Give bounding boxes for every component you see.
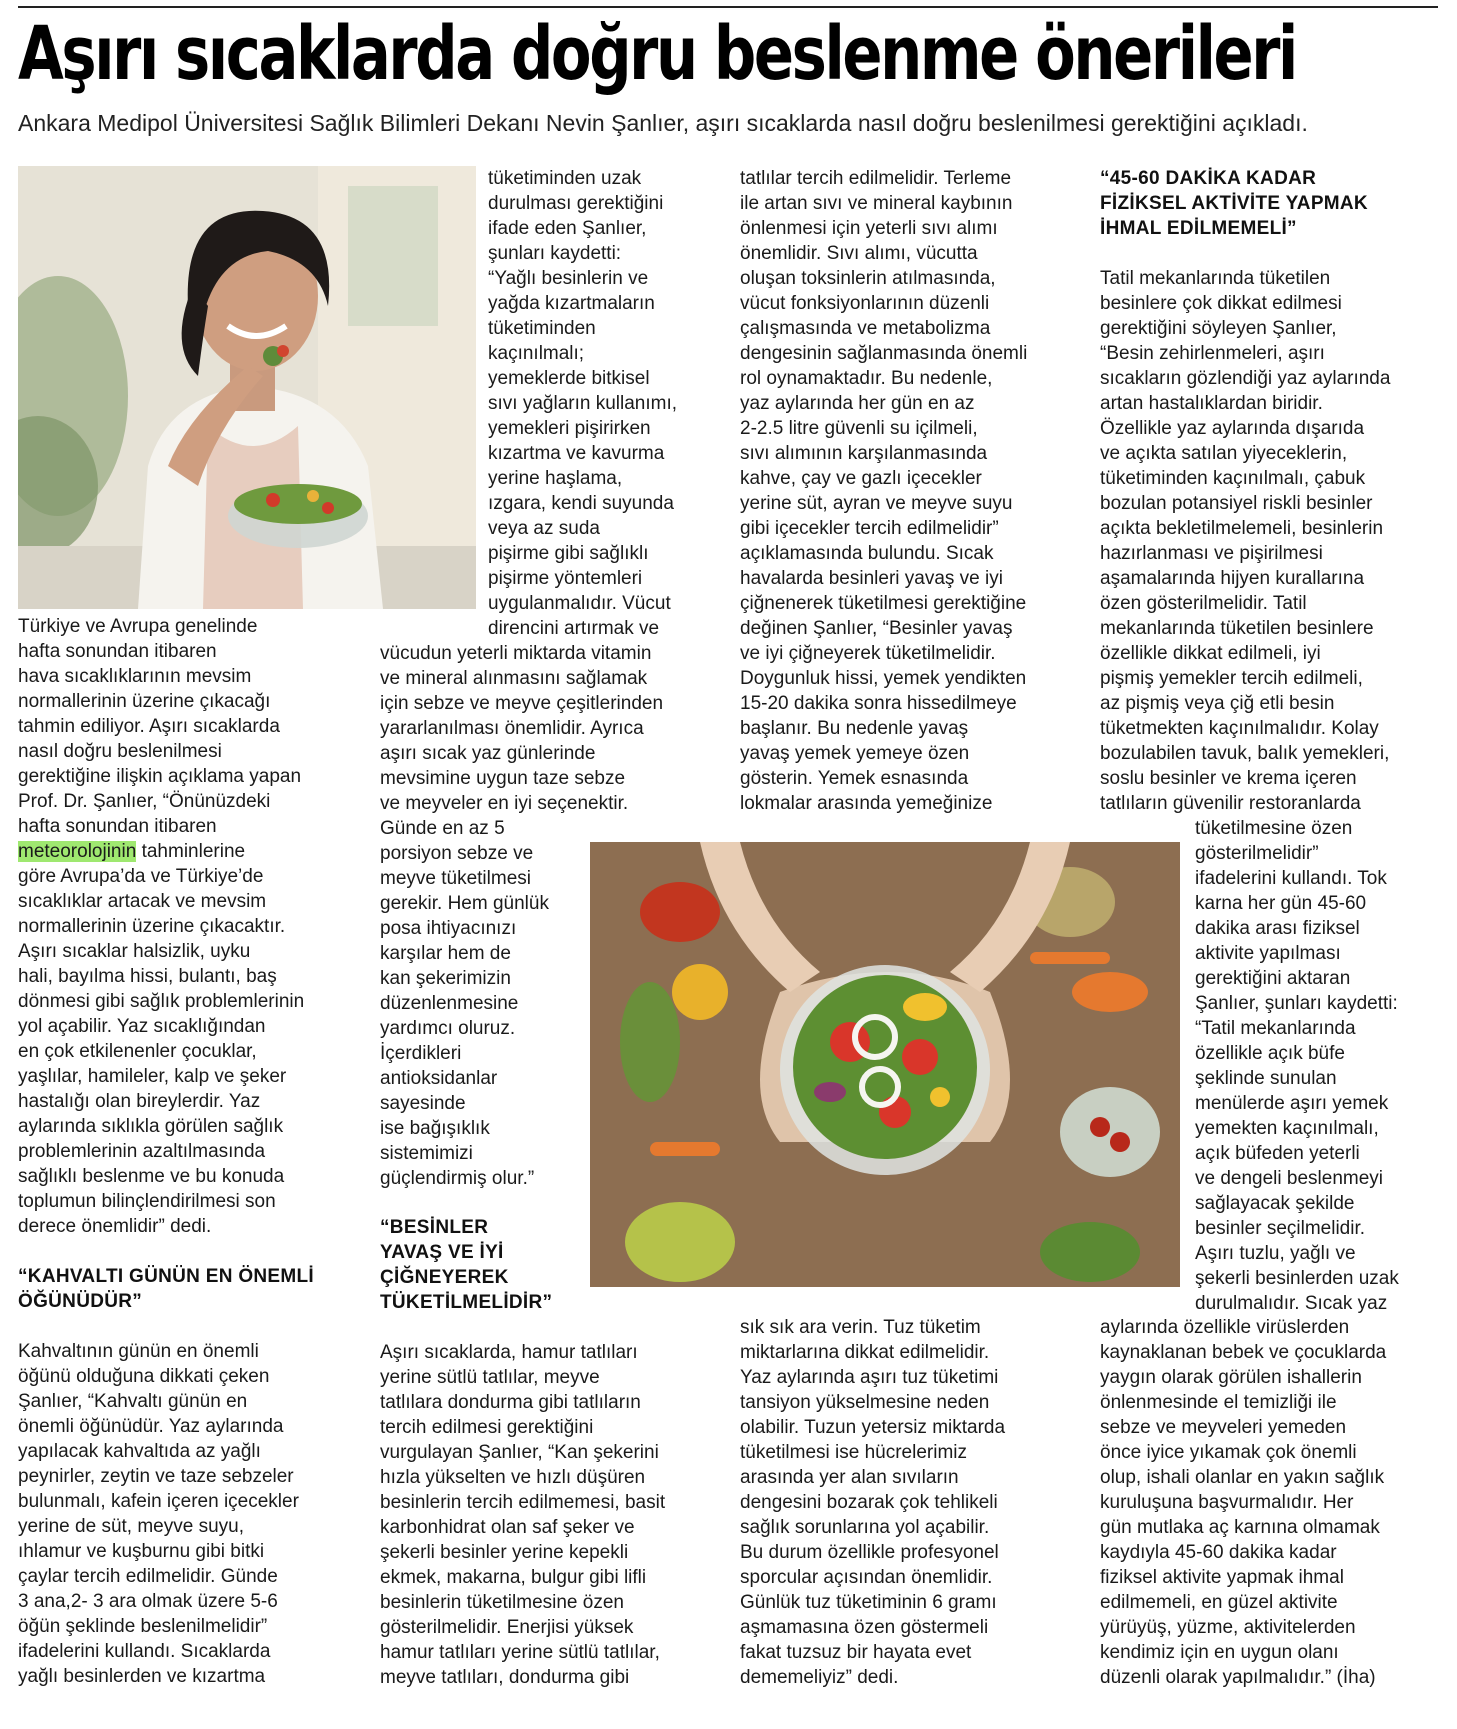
woman-eating-salad-photo xyxy=(18,166,476,609)
subheading-activity: “45-60 DAKİKA KADAR FİZİKSEL AKTİVİTE YAPMAK İHMAL EDİLMEMELİ” xyxy=(1100,168,1368,239)
subheading-breakfast: “KAHVALTI GÜNÜN EN ÖNEMLİ ÖĞÜNÜDÜR” xyxy=(18,1266,315,1312)
subheading-chewing: “BESİNLER YAVAŞ VE İYİ ÇİĞNEYEREK TÜKETİLMELİDİR” xyxy=(380,1217,553,1313)
column-3-bottom xyxy=(740,1315,1085,1690)
article-headline: Aşırı sıcaklarda doğru beslenme önerileri xyxy=(18,11,1296,97)
column-2-mid xyxy=(380,641,725,816)
col1-paragraph-1: Türkiye ve Avrupa genelinde hafta sonundan itibaren hava sıcaklıklarının mevsim normallerinin üzerine çıkacağı tahmin ediliyor. Aşırı sıcaklarda nasıl doğru beslenilmesi gerektiğine ilişkin açıklama yapan Prof. Dr. Şanlıer, “Önünüzdeki hafta sonundan itibaren meteorolojinin tahminlerine göre Avrupa’da ve Türkiye’de sıcaklıklar artacak ve mevsim normallerinin üzerine çıkacaktır. Aşırı sıcaklar halsizlik, uyku hali, bayılma hissi, bulantı, baş dönmesi gibi sağlık problemlerinin yol açabilir. Yaz sıcaklığından en çok etkilenenler çocuklar, yaşlılar, hamileler, kalp ve şeker hastalığı olan bireylerdir. Yaz aylarında sıklıkla görülen sağlık problemlerinin azaltılmasında sağlıklı beslenme ve bu konuda toplumun bilinçlendirilmesi son derece önemlidir” dedi. xyxy=(18,616,305,1237)
col1-paragraph-2: Kahvaltının günün en önemli öğünü olduğuna dikkati çeken Şanlıer, “Kahvaltı günün en önemli öğünüdür. Yaz aylarında yapılacak kahvaltıda az yağlı peynirler, zeytin ve taze sebzeler bulunmalı, kafein içeren içecekler yerine de süt, meyve suyu, ıhlamur ve kuşburnu gibi bitki çaylar tercih edilmelidir. Günde 3 ana,2- 3 ara olmak üzere 5-6 öğün şeklinde beslenilmelidir” ifadelerini kullandı. Sıcaklarda yağlı besinlerden ve kızartma xyxy=(18,1341,299,1687)
column-4-bottom xyxy=(1100,1315,1445,1690)
col2-top-text: tüketiminden uzak durulması gerektiğini ifade eden Şanlıer, şunları kaydetti: “Yağlı besinlerin ve yağda kızartmaların tüketiminden kaçınılmalı; yemeklerde bitkisel sıvı yağların kullanımı, yemekleri pişirirken kızartma ve kavurma yerine haşlama, ızgara, kendi suyunda veya az suda pişirme gibi sağlıklı pişirme yöntemleri uygulanmalıdır. Vücut direncini artırmak ve xyxy=(488,168,678,639)
column-2-narrow xyxy=(380,816,585,1191)
column-2-bottom xyxy=(380,1215,725,1690)
column-3-top xyxy=(740,166,1085,816)
column-4-top xyxy=(1100,166,1445,816)
article-deck: Ankara Medipol Üniversitesi Sağlık Bilimleri Dekanı Nevin Şanlıer, aşırı sıcaklarda nasıl doğru beslenilmesi gerektiğini açıkladı. xyxy=(18,110,1308,136)
col2-narrow-text: Günde en az 5 porsiyon sebze ve meyve tüketilmesi gerekir. Hem günlük posa ihtiyacınızı karşılar hem de kan şekerimizin düzenlenmesine yardımcı oluruz. İçerdikleri antioksidanlar sayesinde ise bağışıklık sistemimizi güçlendirmiş olur.” xyxy=(380,818,549,1189)
col4-narrow-text: tüketilmesine özen gösterilmelidir” ifadelerini kullandı. Tok karna her gün 45-60 dakika arası fiziksel aktivite yapılması gerektiğini aktaran Şanlıer, şunları kaydetti: “Tatil mekanlarında özellikle açık büfe şeklinde sunulan menülerde aşırı yemek yemekten kaçınılmalı, açık büfeden yeterli ve dengeli beslenmeyi sağlayacak şekilde besinler seçilmelidir. Aşırı tuzlu, yağlı ve şekerli besinlerden uzak durulmalıdır. Sıcak yaz xyxy=(1195,818,1399,1314)
column-4-narrow xyxy=(1195,816,1445,1316)
col2-bottom-text: Aşırı sıcaklarda, hamur tatlıları yerine sütlü tatlılar, meyve tatlılara dondurma gibi tatlıların tercih edilmesi gerektiğini vurgulayan Şanlıer, “Kan şekerini hızla yükselten ve hızlı düşüren besinlerin tercih edilmemesi, basit karbonhidrat olan saf şeker ve şekerli besinler yerine kepekli ekmek, makarna, bulgur gibi lifli besinlerin tüketilmesine özen gösterilmelidir. Enerjisi yüksek hamur tatlıları yerine sütlü tatlılar, meyve tatlıları, dondurma gibi xyxy=(380,1342,666,1688)
top-rule xyxy=(18,6,1438,8)
column-1 xyxy=(18,614,363,1689)
col4-top-text: Tatil mekanlarında tüketilen besinlere çok dikkat edilmesi gerektiğini söyleyen Şanlıer, “Besin zehirlenmeleri, aşırı sıcakların gözlendiği yaz aylarında artan hastalıklardan biridir. Özellikle yaz aylarında dışarıda ve açıkta satılan yiyeceklerin, tüketiminden kaçınılmalı, çabuk bozulan potansiyel riskli besinler açıkta bekletilmelemeli, besinlerin hazırlanması ve pişirilmesi aşamalarında hijyen kurallarına özen gösterilmelidir. Tatil mekanlarında tüketilen besinlere özellikle dikkat edilmeli, iyi pişmiş yemekler tercih edilmeli, az pişmiş veya çiğ etli besin tüketmekten kaçınılmalıdır. Kolay bozulabilen tavuk, balık yemekleri, soslu besinler ve krema içeren tatlıların güvenilir restoranlarda xyxy=(1100,268,1391,814)
col4-bottom-text: aylarında özellikle virüslerden kaynaklanan bebek ve çocuklarda yaygın olarak görülen ishallerin önlenmesinde el temizliği ile sebze ve meyveleri yemeden önce iyice yıkamak çok önemli olup, ishali olanlar en yakın sağlık kuruluşuna başvurmalıdır. Her gün mutlaka aç karnına olmamak kaydıyla 45-60 dakika kadar fiziksel aktivite yapmak ihmal edilmemeli, en güzel aktivite yürüyüş, yüzme, aktivitelerden kendimiz için en uygun olanı düzenli olarak yapılmalıdır.” (İha) xyxy=(1100,1317,1387,1688)
col2-mid-text: vücudun yeterli miktarda vitamin ve mineral alınmasını sağlamak için sebze ve meyve çeşitlerinden yararlanılması önemlidir. Ayrıca aşırı sıcak yaz günlerinde mevsimine uygun taze sebze ve meyveler en iyi seçenektir. xyxy=(380,643,664,814)
col3-top-text: tatlılar tercih edilmelidir. Terleme ile artan sıvı ve mineral kaybının önlenmesi için yeterli sıvı alımı önemlidir. Sıvı alımı, vücutta oluşan toksinlerin atılmasında, vücut fonksiyonlarının düzenli çalışmasında ve metabolizma dengesinin sağlanmasında önemli rol oynamaktadır. Bu nedenle, yaz aylarında her gün en az 2-2.5 litre güvenli su içilmeli, sıvı alımının karşılanmasında kahve, çay ve gazlı içecekler yerine süt, ayran ve meyve suyu gibi içecekler tercih edilmelidir” açıklamasında bulundu. Sıcak havalarda besinleri yavaş ve iyi çiğnenerek tüketilmesi gerektiğine değinen Şanlıer, “Besinler yavaş ve iyi çiğneyerek tüketilmelidir. Doygunluk hissi, yemek yendikten 15-20 dakika sonra hissedilmeye başlanır. Bu nedenle yavaş yavaş yemek yemeye özen gösterin. Yemek esnasında lokmalar arasında yemeğinize xyxy=(740,168,1028,814)
col3-bottom-text: sık sık ara verin. Tuz tüketim miktarlarına dikkat edilmelidir. Yaz aylarında aşırı tuz tüketimi tansiyon yükselmesine neden olabilir. Tuzun yetersiz miktarda tüketilmesi ise hücrelerimiz arasında yer alan sıvıların dengesini bozarak çok tehlikeli sağlık sorunlarına yol açabilir. Bu durum özellikle profesyonel sporcular açısından önemlidir. Günlük tuz tüketiminin 6 gramı aşmamasına özen göstermeli fakat tuzsuz bir hayata evet dememeliyiz” dedi. xyxy=(740,1317,1006,1688)
column-2-top xyxy=(488,166,713,641)
highlighted-word: meteorolojinin xyxy=(18,841,137,862)
